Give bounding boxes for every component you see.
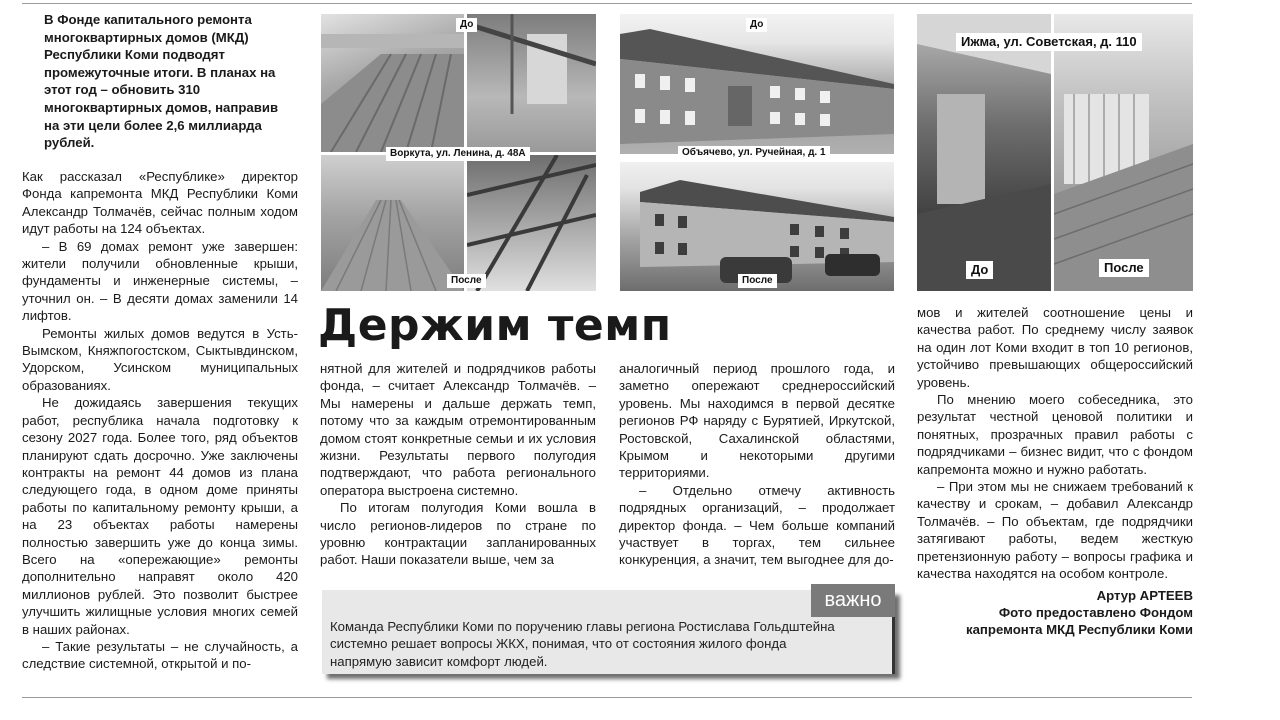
caption-vorkuta-after: После xyxy=(447,274,486,288)
important-sidebar-box xyxy=(322,590,895,674)
paragraph: – При этом мы не снижаем требований к качеству и срокам, – добавил Александр Толмачёв. – По объектам, где подрядчики затягивают работы, ведем жесткую претензионную работу – вопросы графика и качества находятся на особом контроле. xyxy=(917,479,1193,582)
top-rule xyxy=(22,3,1192,4)
photo-vorkuta-attic-before xyxy=(467,14,596,152)
paragraph: Не дожидаясь завершения текущих работ, республика начала подготовку к сезону 2027 года. Более того, ряд объектов планируют сдать досрочно. Уже заключены контракты на ремонт 44 домов из плана следующего года, в одном доме приняты работы по капитальному ремонту крыши, а на 23 объектах работы намерены полностью завершить уже до конца зимы. Всего на «опережающие» ремонты дополнительно направят около 420 миллионов рублей. Это позволит быстрее улучшить жилищные условия многих семей в наших районах. xyxy=(22,395,298,637)
paragraph: Как рассказал «Республике» директор Фонда капремонта МКД Республики Коми Александр Толмачёв, сейчас полным ходом идут работы на 124 объектах. xyxy=(22,169,298,237)
paragraph: – В 69 домах ремонт уже завершен: жители получили обновленные крыши, фундаменты и инженерные системы, – уточнил он. – В десяти домах заменили 14 лифтов. xyxy=(22,238,298,324)
building-after-illustration xyxy=(620,162,894,291)
important-tag: важно xyxy=(811,584,895,617)
building-before-illustration xyxy=(620,14,894,154)
paragraph: нятной для жителей и подрядчиков работы фонда, – считает Александр Толмачёв. – Мы намерены и дальше держать темп, потому что за каждым отремонтированным домом стоят конкретные семьи и их условия жизни. Результаты первого полугодия подтверждают, что работа регионального оператора выстроена системно. xyxy=(320,361,596,498)
photo-objachevo-after xyxy=(620,162,894,291)
paragraph: мов и жителей соотношение цены и качества работ. По среднему числу заявок на один лот Коми входит в топ 10 регионов, устойчиво превышающих общероссийский уровень. xyxy=(917,305,1193,390)
sidebar-text: Команда Республики Коми по поручению главы региона Ростислава Гольдштейна системно решает вопросы ЖКХ, понимая, что от состояния жилого фонда напрямую зависит комфорт людей. xyxy=(330,619,835,669)
article-column-3 xyxy=(619,360,895,569)
article-column-2 xyxy=(320,360,596,569)
photo-vorkuta-roof-before xyxy=(321,14,464,152)
attic-illustration xyxy=(467,14,596,152)
author-name: Артур АРТЕЕВ xyxy=(1096,587,1193,603)
caption-objachevo-location: Объячево, ул. Ручейная, д. 1 xyxy=(678,146,830,160)
article-headline: Держим темп xyxy=(318,300,672,351)
caption-vorkuta-location: Воркута, ул. Ленина, д. 48А xyxy=(386,147,530,161)
attic-chimney-illustration xyxy=(917,14,1051,291)
photo-vorkuta-attic-after xyxy=(467,155,596,291)
paragraph: аналогичный период прошлого года, и заметно опережают среднероссийский уровень. Мы находимся в первой десятке регионов РФ наряду с Бурятией, Иркутской, Ростовской, Сахалинской областями, Крымом и некоторыми другими территориями. xyxy=(619,361,895,481)
caption-izhma-location: Ижма, ул. Советская, д. 110 xyxy=(956,33,1142,51)
photo-credit: Фото предоставлено Фондом xyxy=(998,604,1193,620)
caption-izhma-after: После xyxy=(1099,259,1149,277)
new-roof-illustration xyxy=(1054,14,1193,291)
roof-after-illustration xyxy=(321,155,464,291)
photo-izhma-before xyxy=(917,14,1051,291)
caption-vorkuta-before: До xyxy=(456,18,477,32)
article-lead: В Фонде капитального ремонта многоквартирных домов (МКД) Республики Коми подводят промежуточные итоги. В планах на этот год – обновить 310 многоквартирных домов, направив на эти цели более 2,6 миллиарда рублей. xyxy=(44,12,279,151)
credits xyxy=(917,587,1193,639)
roof-illustration xyxy=(321,14,464,152)
bottom-rule xyxy=(22,697,1192,698)
caption-izhma-before: До xyxy=(966,261,993,279)
rafters-illustration xyxy=(467,155,596,291)
paragraph: По итогам полугодия Коми вошла в число регионов-лидеров по стране по уровню контрактации запланированных работ. Наши показатели выше, чем за xyxy=(320,500,596,568)
caption-objachevo-before: До xyxy=(746,18,767,32)
caption-objachevo-after: После xyxy=(738,274,777,288)
paragraph: – Такие результаты – не случайность, а следствие системной, открытой и по- xyxy=(22,638,298,672)
article-column-4 xyxy=(917,304,1193,639)
paragraph: – Отдельно отмечу активность подрядных организаций, – продолжает директор фонда. – Чем больше компаний участвует в торгах, тем сильнее конкуренция, а значит, тем выгоднее для до- xyxy=(619,482,895,568)
photo-objachevo-before xyxy=(620,14,894,154)
paragraph: По мнению моего собеседника, это результат честной ценовой политики и понятных, прозрачных правил работы с подрядчиками – бизнес видит, что с фондом капремонта можно и нужно работать. xyxy=(917,392,1193,477)
photo-izhma-after xyxy=(1054,14,1193,291)
article-column-1 xyxy=(22,168,298,673)
photo-credit: капремонта МКД Республики Коми xyxy=(966,622,1193,638)
paragraph: Ремонты жилых домов ведутся в Усть-Вымском, Княжпогостском, Сыктывдинском, Удорском, Усинском муниципальных образованиях. xyxy=(22,325,298,393)
photo-vorkuta-roof-after xyxy=(321,155,464,291)
